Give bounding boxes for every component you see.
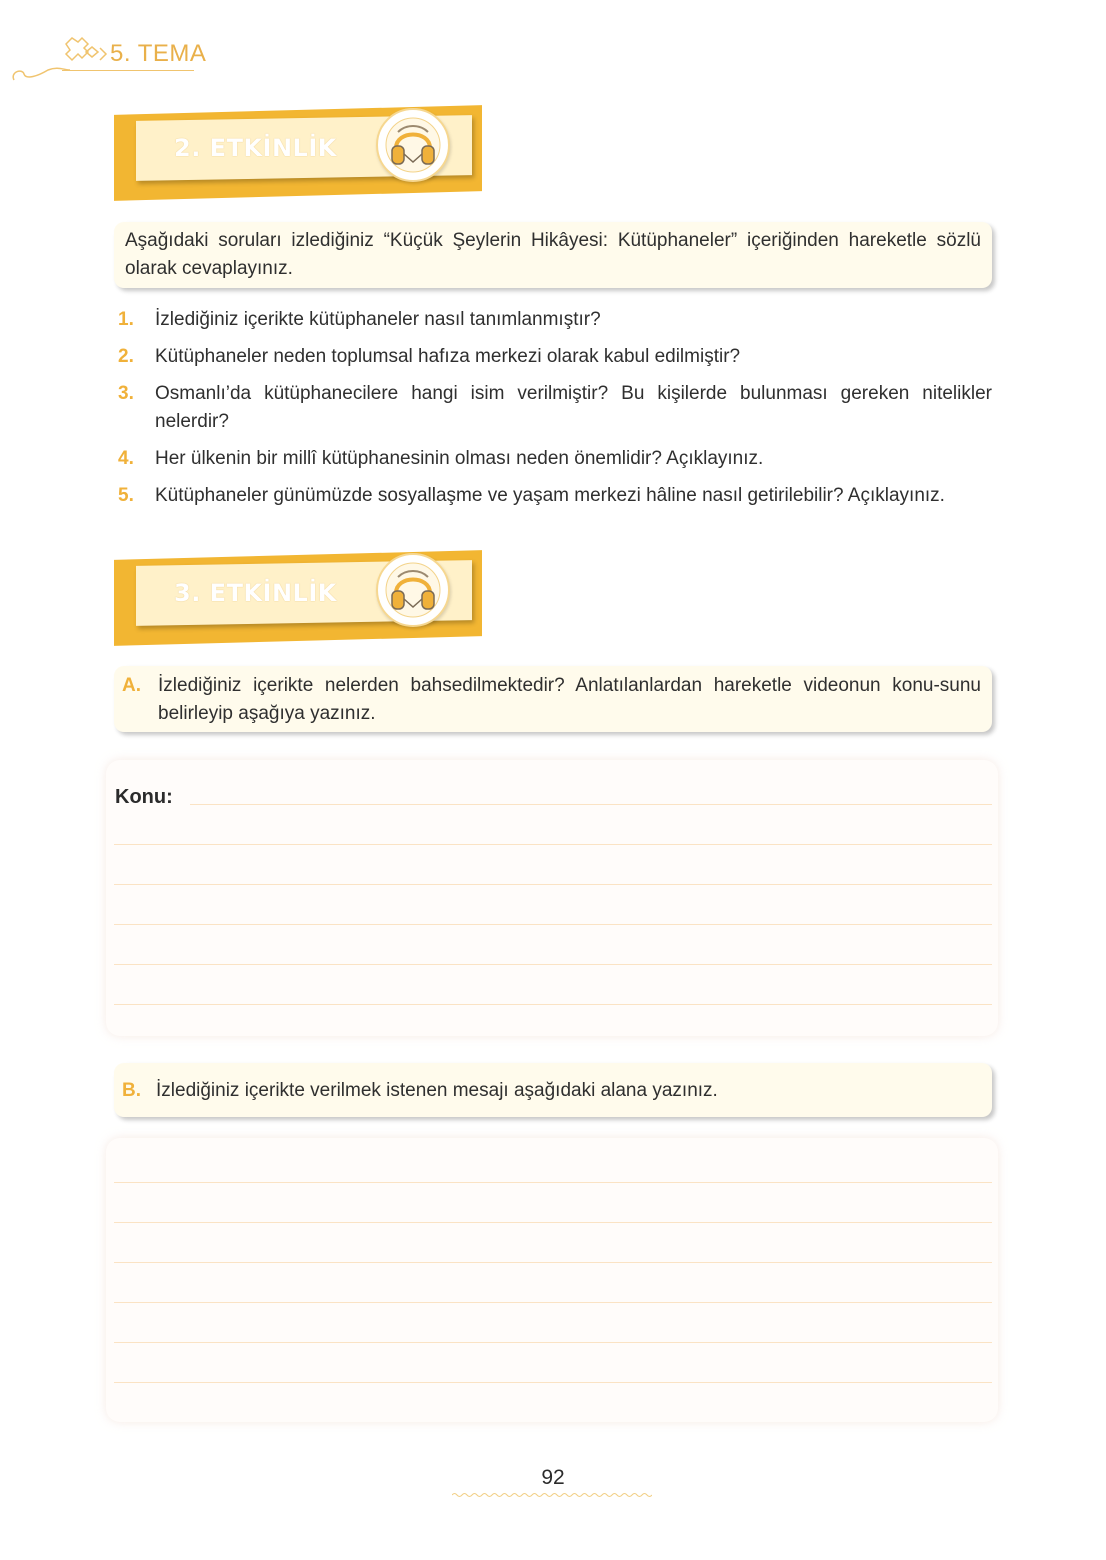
writing-line[interactable] bbox=[114, 964, 992, 965]
part-a-instruction: İzlediğiniz içerikte nelerden bahsedilmektedir? Anlatılanlardan hareketle videonun konu-sunu belirleyip aşağıya yazınız. bbox=[158, 675, 981, 724]
writing-line[interactable] bbox=[114, 1302, 992, 1303]
writing-line[interactable] bbox=[114, 924, 992, 925]
writing-line[interactable] bbox=[114, 1222, 992, 1223]
question-item bbox=[118, 482, 992, 510]
question-text: Kütüphaneler neden toplumsal hafıza merkezi olarak kabul edilmiştir? bbox=[155, 346, 741, 367]
question-number: 3. bbox=[118, 383, 134, 404]
question-item bbox=[118, 343, 992, 371]
question-text: İzlediğiniz içerikte kütüphaneler nasıl tanımlanmıştır? bbox=[155, 309, 601, 330]
question-item bbox=[118, 306, 992, 334]
headphones-icon-badge bbox=[376, 553, 450, 627]
writing-line[interactable] bbox=[114, 1382, 992, 1383]
writing-line[interactable] bbox=[114, 844, 992, 845]
part-b-instruction-box bbox=[114, 1063, 992, 1117]
part-b-instruction: İzlediğiniz içerikte verilmek istenen mesajı aşağıdaki alana yazınız. bbox=[156, 1080, 718, 1101]
writing-line[interactable] bbox=[114, 884, 992, 885]
part-a-writing-area[interactable] bbox=[106, 760, 998, 1036]
konu-label: Konu: bbox=[115, 786, 173, 808]
question-number: 5. bbox=[118, 485, 134, 506]
part-b-letter: B. bbox=[122, 1080, 141, 1101]
headphones-icon bbox=[384, 561, 442, 619]
part-a-instruction-box bbox=[114, 666, 992, 732]
question-number: 4. bbox=[118, 448, 134, 469]
writing-line[interactable] bbox=[114, 1182, 992, 1183]
theme-underline bbox=[62, 70, 194, 71]
headphones-icon bbox=[384, 116, 442, 174]
part-a-letter: A. bbox=[122, 675, 141, 696]
activity-2-banner bbox=[114, 110, 494, 210]
activity-2-instruction: Aşağıdaki soruları izlediğiniz “Küçük Şeylerin Hikâyesi: Kütüphaneler” içeriğinden hareketle sözlü olarak cevaplayınız. bbox=[125, 230, 981, 279]
activity-2-title: 2. ETKİNLİK bbox=[174, 134, 337, 162]
question-text: Osmanlı’da kütüphanecilere hangi isim verilmiştir? Bu kişilerde bulunması gereken nitelikler nelerdir? bbox=[155, 383, 992, 432]
page-number-decoration bbox=[452, 1492, 652, 1498]
question-list bbox=[118, 306, 992, 519]
question-item bbox=[118, 445, 992, 473]
theme-decoration-icon bbox=[8, 30, 118, 90]
activity-3-title: 3. ETKİNLİK bbox=[174, 579, 337, 607]
question-number: 2. bbox=[118, 346, 134, 367]
activity-3-banner bbox=[114, 555, 494, 655]
question-item bbox=[118, 380, 992, 436]
part-b-writing-area[interactable] bbox=[106, 1138, 998, 1422]
page-number: 92 bbox=[541, 1466, 565, 1489]
konu-writing-line[interactable] bbox=[190, 804, 992, 805]
theme-title: 5. TEMA bbox=[110, 40, 207, 67]
activity-2-instruction-box bbox=[114, 222, 992, 288]
writing-line[interactable] bbox=[114, 1262, 992, 1263]
question-text: Her ülkenin bir millî kütüphanesinin olması neden önemlidir? Açıklayınız. bbox=[155, 448, 764, 469]
question-text: Kütüphaneler günümüzde sosyallaşme ve yaşam merkezi hâline nasıl getirilebilir? Açıklayınız. bbox=[155, 485, 945, 506]
headphones-icon-badge bbox=[376, 108, 450, 182]
writing-line[interactable] bbox=[114, 1004, 992, 1005]
writing-line[interactable] bbox=[114, 1342, 992, 1343]
question-number: 1. bbox=[118, 309, 134, 330]
